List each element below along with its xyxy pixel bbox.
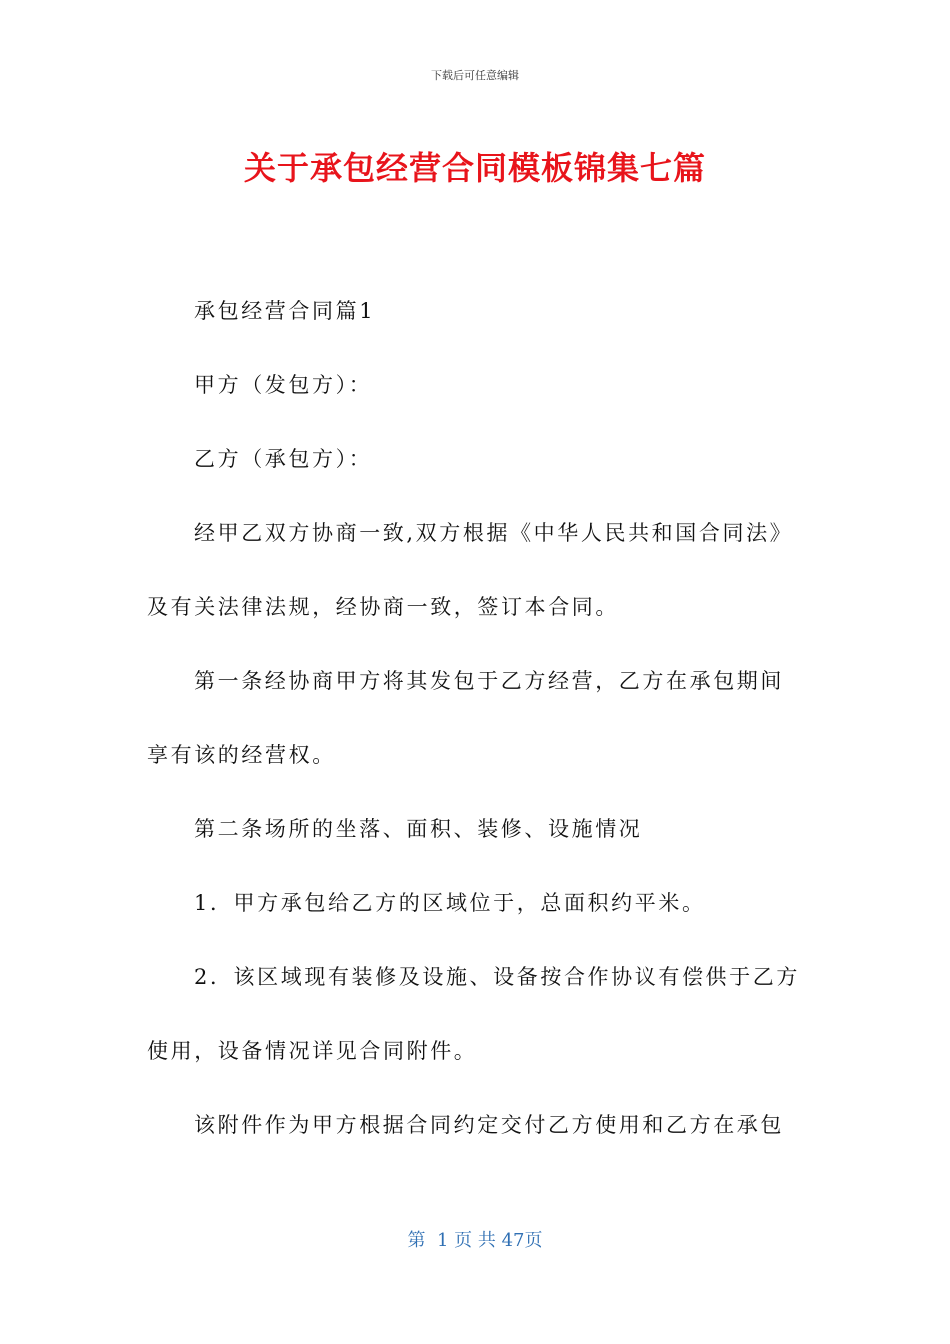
document-title: 关于承包经营合同模板锦集七篇 <box>243 149 706 187</box>
page-number: 第 1 页 共 47页 <box>407 1230 543 1251</box>
paragraph: 承包经营合同篇1 <box>194 299 376 323</box>
paragraph: 该附件作为甲方根据合同约定交付乙方使用和乙方在承包 <box>194 1113 784 1137</box>
paragraph: 第一条经协商甲方将其发包于乙方经营，乙方在承包期间享有该的经营权。 <box>147 669 784 767</box>
paragraph: 甲方（发包方）： <box>194 373 373 397</box>
paragraph: 2．该区域现有装修及设施、设备按合作协议有偿供于乙方使用，设备情况详见合同附件。 <box>147 965 800 1063</box>
header-note: 下载后可任意编辑 <box>431 69 519 82</box>
paragraph: 经甲乙双方协商一致,双方根据《中华人民共和国合同法》及有关法律法规，经协商一致，签订本合同。 <box>147 521 794 619</box>
paragraph: 乙方（承包方）： <box>194 447 373 471</box>
paragraph: 1．甲方承包给乙方的区域位于，总面积约平米。 <box>194 891 706 915</box>
document-body <box>147 274 803 1162</box>
paragraph: 第二条场所的坐落、面积、装修、设施情况 <box>194 817 643 841</box>
